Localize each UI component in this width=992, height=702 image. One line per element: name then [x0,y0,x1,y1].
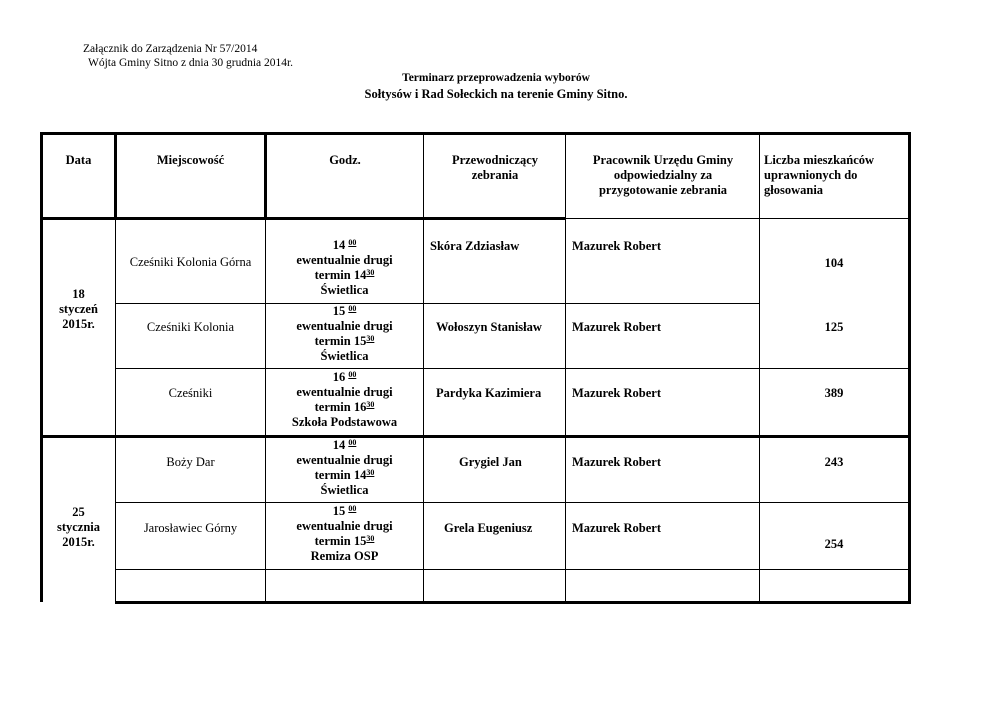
place-cell: Cześniki Kolonia [146,320,235,334]
hour-cell [266,438,423,498]
header-divider-2 [264,132,267,220]
start-hour: 15 [332,504,346,518]
start-time [266,370,423,385]
alternative-hour: 16 [353,400,367,414]
voters-count-cell: 243 [824,455,844,469]
date-group-1 [43,287,114,332]
staff-cell: Mazurek Robert [572,320,661,334]
alternative-hour: 15 [353,334,367,348]
alternative-prefix: termin [314,468,351,482]
table-border-bottom [115,601,911,604]
staff-cell: Mazurek Robert [572,521,661,535]
place-cell: Cześniki Kolonia Górna [129,255,252,269]
alternative-label: ewentualnie drugi [296,253,393,267]
column-header-staff: Pracownik Urzędu Gminy odpowiedzialny za przygotowanie zebrania [592,153,734,197]
date-group-2 [43,505,114,550]
document-title-line-1: Terminarz przeprowadzenia wyborów [402,72,590,84]
date-year: 2015r. [62,317,95,331]
voters-count-cell: 104 [824,256,844,270]
alternative-time [266,468,423,483]
row-separator [115,569,909,570]
attachment-line-2: Wójta Gminy Sitno z dnia 30 grudnia 2014r. [88,57,294,69]
date-month: styczeń [59,302,98,316]
staff-cell: Mazurek Robert [572,386,661,400]
start-time [266,504,423,519]
column-header-date: Data [65,153,92,167]
start-minutes: 00 [348,504,357,513]
alternative-prefix: termin [314,534,351,548]
date-month: stycznia [56,520,101,534]
alternative-minutes: 30 [366,468,375,477]
start-hour: 14 [332,438,346,452]
alternative-label: ewentualnie drugi [296,519,393,533]
start-time [266,304,423,319]
header-divider-3 [423,132,424,218]
start-hour: 16 [332,370,346,384]
body-divider-3 [423,220,424,603]
start-hour: 14 [332,238,346,252]
alternative-time [266,400,423,415]
row-separator [115,502,909,503]
document-title-line-2: Sołtysów i Rad Sołeckich na terenie Gminy Sitno. [364,87,628,101]
column-header-place: Miejscowość [156,153,225,167]
date-day: 25 [72,505,85,519]
alternative-label: ewentualnie drugi [296,385,393,399]
alternative-minutes: 30 [366,334,375,343]
staff-cell: Mazurek Robert [572,239,661,253]
start-minutes: 00 [348,304,357,313]
header-bottom-border-thin [566,218,909,219]
column-header-chairperson: Przewodniczący zebrania [451,153,539,182]
chairperson-cell: Grygiel Jan [459,455,522,469]
chairperson-cell: Pardyka Kazimiera [436,386,542,400]
venue: Szkoła Podstawowa [291,415,398,429]
hour-cell [266,238,423,298]
alternative-time [266,334,423,349]
hour-cell [266,370,423,430]
chairperson-cell: Wołoszyn Stanisław [436,320,542,334]
venue: Remiza OSP [310,549,379,563]
alternative-time [266,534,423,549]
header-bottom-border [40,217,566,220]
row-separator [115,303,759,304]
alternative-minutes: 30 [366,268,375,277]
column-header-hour: Godz. [329,153,361,167]
table-border-top [40,132,911,135]
date-year: 2015r. [62,535,95,549]
alternative-prefix: termin [314,334,351,348]
start-time [266,238,423,253]
place-cell: Boży Dar [166,455,215,469]
header-divider-4 [565,132,566,218]
voters-count-cell: 254 [824,537,844,551]
alternative-hour: 14 [353,268,367,282]
voters-count-cell: 389 [824,386,844,400]
group-separator [40,435,911,438]
start-time [266,438,423,453]
row-separator [115,368,909,369]
venue: Świetlica [320,283,369,297]
body-divider-1 [115,220,116,603]
attachment-line-1: Załącznik do Zarządzenia Nr 57/2014 [83,43,258,55]
start-minutes: 00 [348,370,357,379]
staff-cell: Mazurek Robert [572,455,661,469]
alternative-minutes: 30 [366,400,375,409]
column-header-voters: Liczba mieszkańców uprawnionych do głosowania [764,153,875,197]
date-day: 18 [72,287,85,301]
start-minutes: 00 [348,238,357,247]
alternative-prefix: termin [314,400,351,414]
alternative-hour: 15 [353,534,367,548]
alternative-label: ewentualnie drugi [296,319,393,333]
venue: Świetlica [320,349,369,363]
voters-count-cell: 125 [824,320,844,334]
hour-cell [266,504,423,564]
alternative-time [266,268,423,283]
alternative-hour: 14 [353,468,367,482]
hour-cell [266,304,423,364]
chairperson-cell: Grela Eugeniusz [444,521,533,535]
place-cell: Jarosławiec Górny [143,521,238,535]
body-divider-4 [565,220,566,603]
start-hour: 15 [332,304,346,318]
header-divider-1 [114,132,117,220]
place-cell: Cześniki [168,386,213,400]
venue: Świetlica [320,483,369,497]
start-minutes: 00 [348,438,357,447]
chairperson-cell: Skóra Zdziasław [430,239,520,253]
alternative-prefix: termin [314,268,351,282]
alternative-minutes: 30 [366,534,375,543]
header-divider-5 [759,132,760,218]
alternative-label: ewentualnie drugi [296,453,393,467]
